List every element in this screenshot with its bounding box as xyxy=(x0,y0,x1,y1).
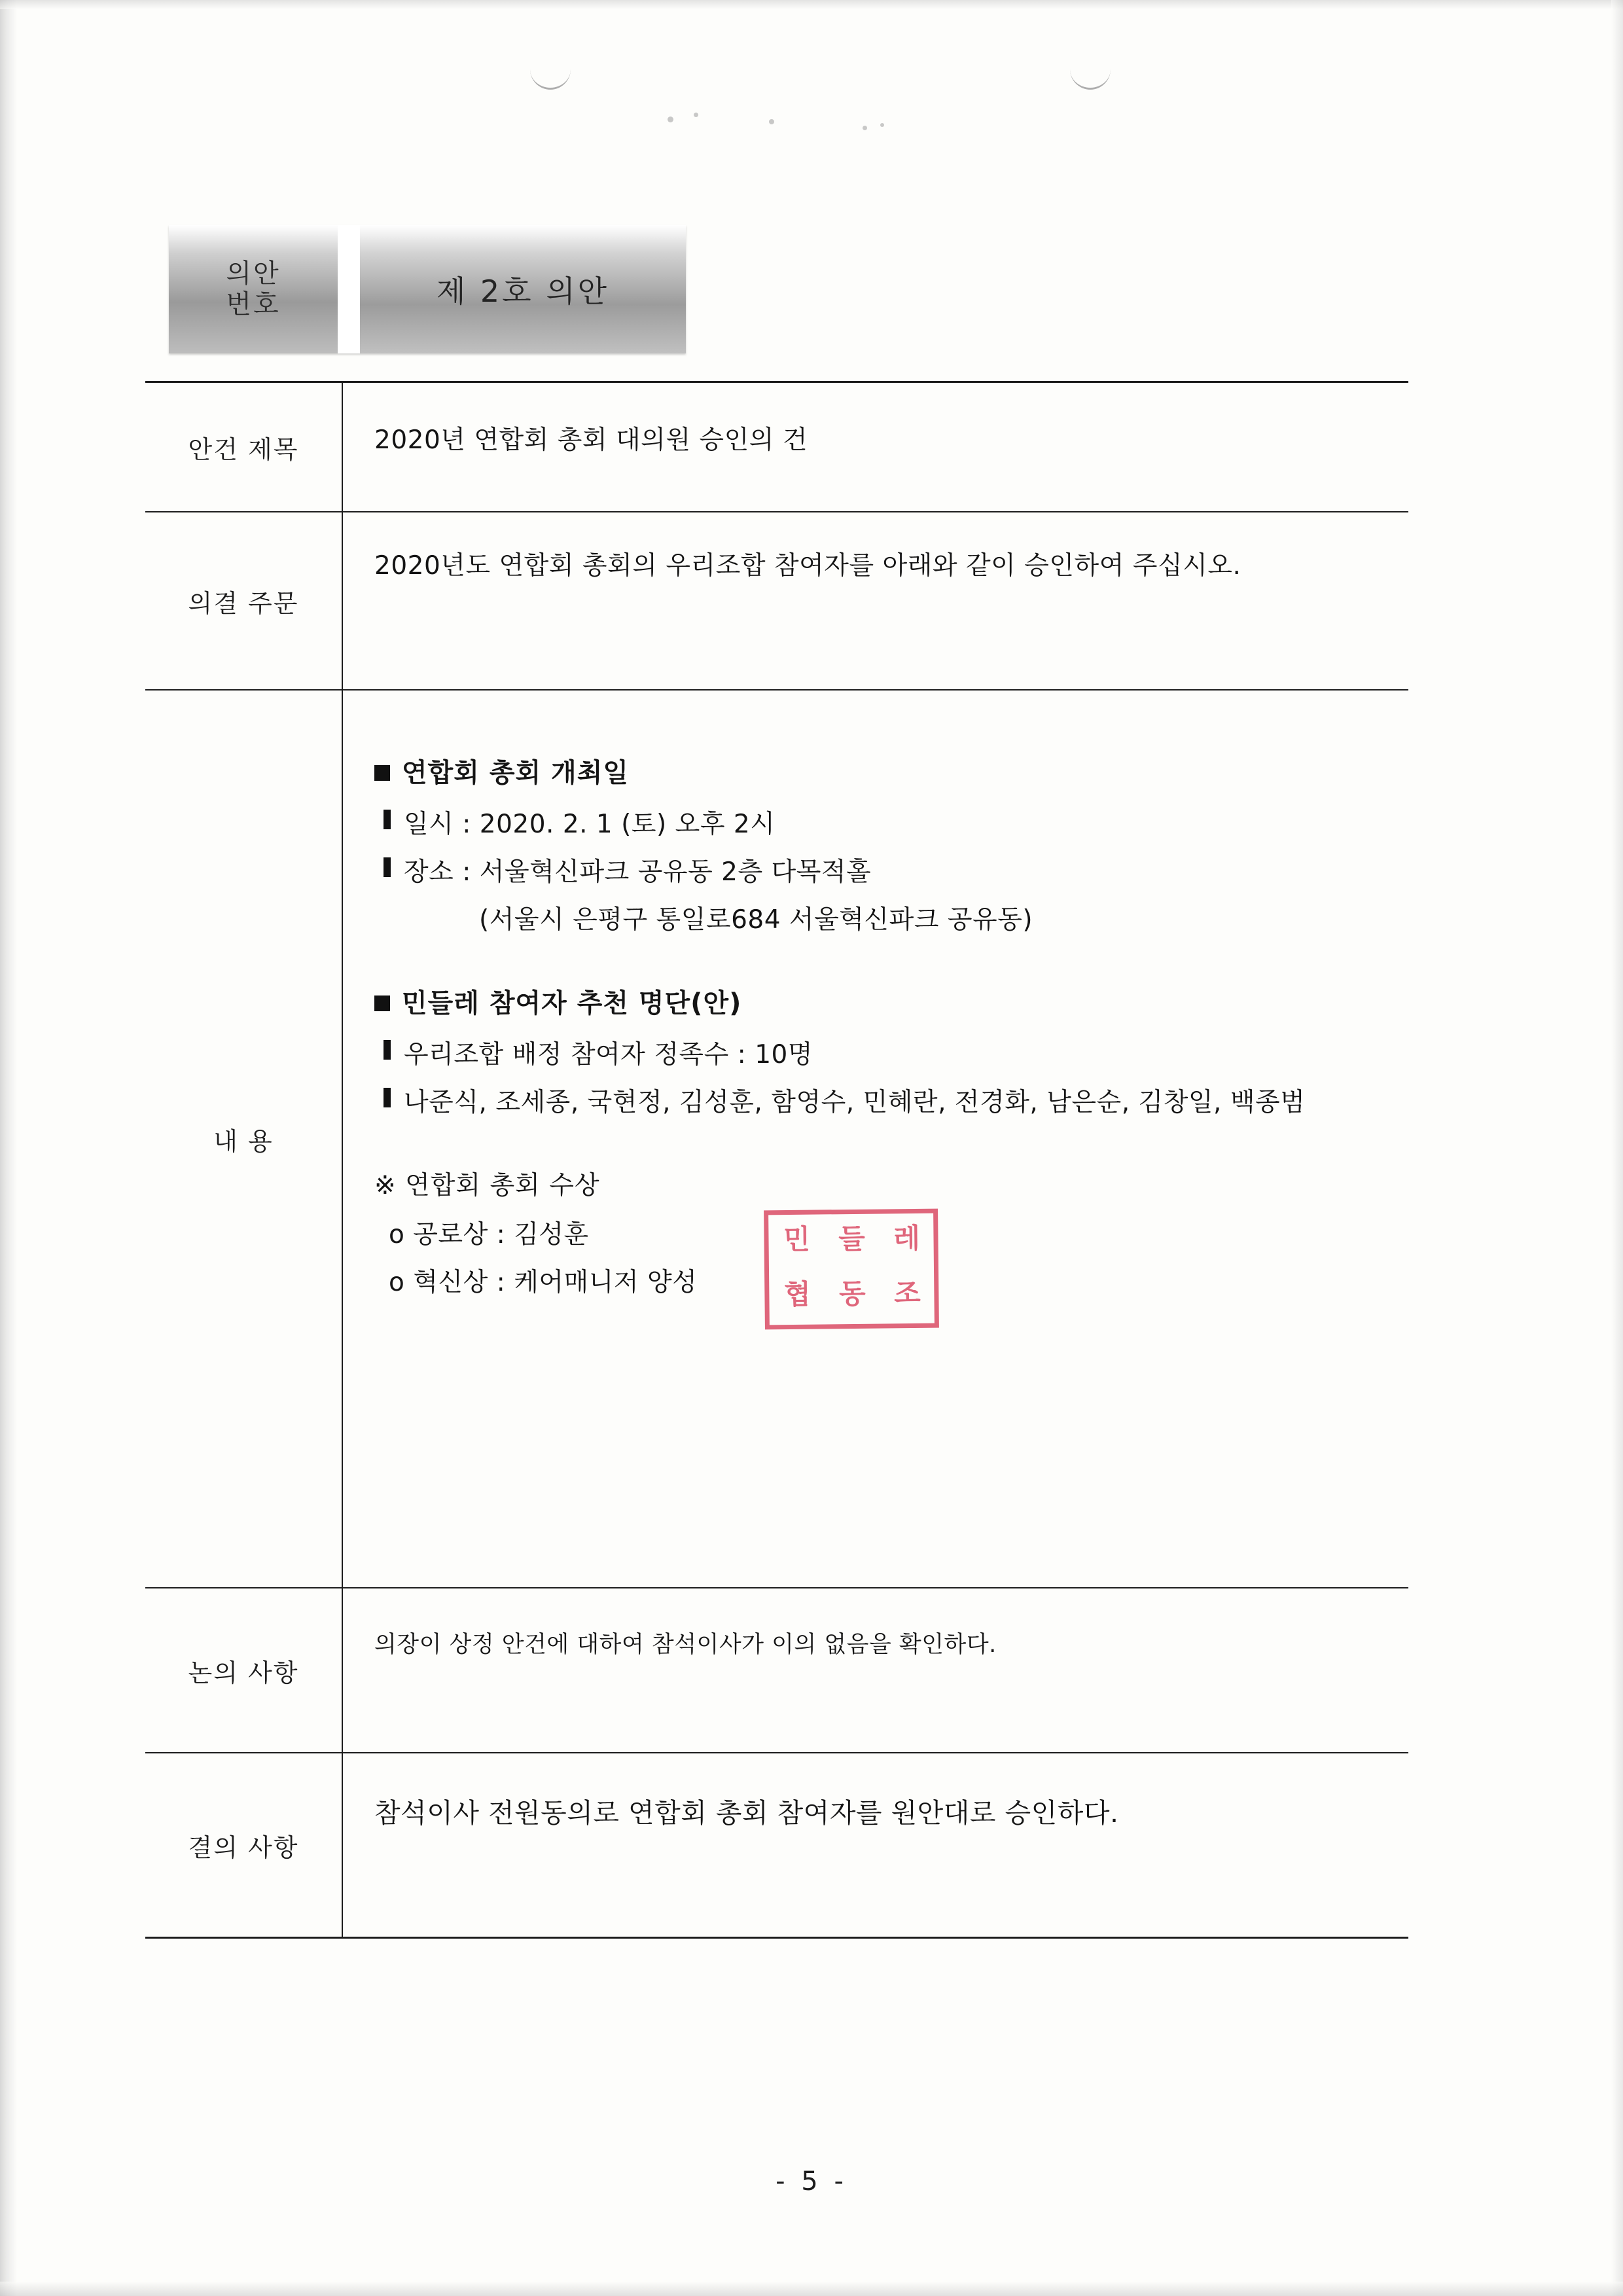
scan-speck xyxy=(863,126,867,130)
bar-bullet-icon xyxy=(383,1088,391,1107)
awards-heading: ※ 연합회 총회 수상 xyxy=(374,1170,600,1200)
agenda-number-value-text: 제 2호 의안 xyxy=(436,274,610,309)
bar-bullet-icon xyxy=(383,1040,391,1060)
agenda-number-label xyxy=(169,225,338,353)
scan-speck xyxy=(694,113,698,117)
seal-char: 협 xyxy=(783,1278,810,1311)
square-bullet-icon xyxy=(374,996,390,1011)
row-label-content: 내 용 xyxy=(145,691,343,1587)
bar-bullet-icon xyxy=(383,857,391,877)
seal-char: 레 xyxy=(893,1221,919,1255)
row-value-resolution: 2020년도 연합회 총회의 우리조합 참여자를 아래와 같이 승인하여 주십시오. xyxy=(374,551,1241,581)
list-item-text: 일시 : 2020. 2. 1 (토) 오후 2시 xyxy=(404,809,776,839)
content-section-nominees xyxy=(374,981,1382,1124)
agenda-number-badge xyxy=(169,225,686,353)
list-item xyxy=(374,1081,1382,1124)
punch-hole-mark-left xyxy=(530,68,571,90)
seal-char: 조 xyxy=(893,1276,919,1310)
list-item xyxy=(374,802,1382,846)
row-label-discussion: 논의 사항 xyxy=(145,1588,343,1752)
scan-speck xyxy=(769,119,774,124)
scan-edge-left xyxy=(0,0,17,2296)
scan-speck xyxy=(668,117,673,122)
agenda-table xyxy=(145,381,1408,1939)
section-heading-nominees-text: 민들레 참여자 추천 명단(안) xyxy=(402,988,742,1019)
badge-divider xyxy=(338,225,360,353)
table-row-discussion xyxy=(145,1588,1408,1753)
list-item-text: 우리조합 배정 참여자 정족수 : 10명 xyxy=(404,1039,813,1069)
scan-edge-bottom xyxy=(0,2282,1623,2296)
row-label-title: 안건 제목 xyxy=(145,383,343,511)
row-value-content xyxy=(343,691,1408,1587)
section-subnote-address: (서울시 은평구 통일로684 서울혁신파크 공유동) xyxy=(479,905,1033,935)
agenda-number-value xyxy=(360,225,686,353)
square-bullet-icon xyxy=(374,765,390,781)
scan-edge-right xyxy=(1611,0,1623,2296)
seal-char: 들 xyxy=(838,1222,865,1255)
table-row-decision xyxy=(145,1753,1408,1937)
agenda-number-label-line1: 의안 xyxy=(226,258,281,289)
award-item: o 공로상 : 김성훈 xyxy=(389,1220,589,1250)
page-number: - 5 - xyxy=(776,2166,847,2197)
section-heading-nominees xyxy=(374,981,1382,1026)
award-item: o 혁신상 : 케어매니저 양성 xyxy=(389,1268,698,1298)
punch-hole-mark-right xyxy=(1070,68,1111,90)
seal-char: 동 xyxy=(838,1277,865,1310)
row-label-resolution: 의결 주문 xyxy=(145,512,343,689)
content-section-meeting xyxy=(374,751,1382,942)
scan-speck xyxy=(880,123,884,127)
seal-char: 민 xyxy=(783,1223,810,1256)
content-spacer xyxy=(374,951,1382,981)
row-label-decision: 결의 사항 xyxy=(145,1753,343,1937)
agenda-number-label-line2: 번호 xyxy=(226,289,281,319)
scan-edge-top xyxy=(0,0,1623,9)
content-section-awards xyxy=(374,1164,1382,1304)
row-value-discussion: 의장이 상정 안건에 대하여 참석이사가 이의 없음을 확인하다. xyxy=(374,1632,997,1658)
content-spacer xyxy=(374,1134,1382,1164)
list-item xyxy=(374,1033,1382,1077)
list-item xyxy=(374,850,1382,894)
list-item-text: 장소 : 서울혁신파크 공유동 2층 다목적홀 xyxy=(404,857,872,887)
section-heading-meeting xyxy=(374,751,1382,796)
table-row-resolution xyxy=(145,512,1408,691)
row-value-title: 2020년 연합회 총회 대의원 승인의 건 xyxy=(374,425,808,455)
row-value-decision: 참석이사 전원동의로 연합회 총회 참여자를 원안대로 승인하다. xyxy=(374,1797,1119,1829)
bar-bullet-icon xyxy=(383,810,391,829)
table-row-content xyxy=(145,691,1408,1588)
table-row-title xyxy=(145,383,1408,512)
section-heading-meeting-text: 연합회 총회 개최일 xyxy=(402,758,629,788)
list-item-text: 나준식, 조세종, 국현정, 김성훈, 함영수, 민혜란, 전경화, 남은순, 김창일, 백종범 xyxy=(404,1087,1306,1117)
